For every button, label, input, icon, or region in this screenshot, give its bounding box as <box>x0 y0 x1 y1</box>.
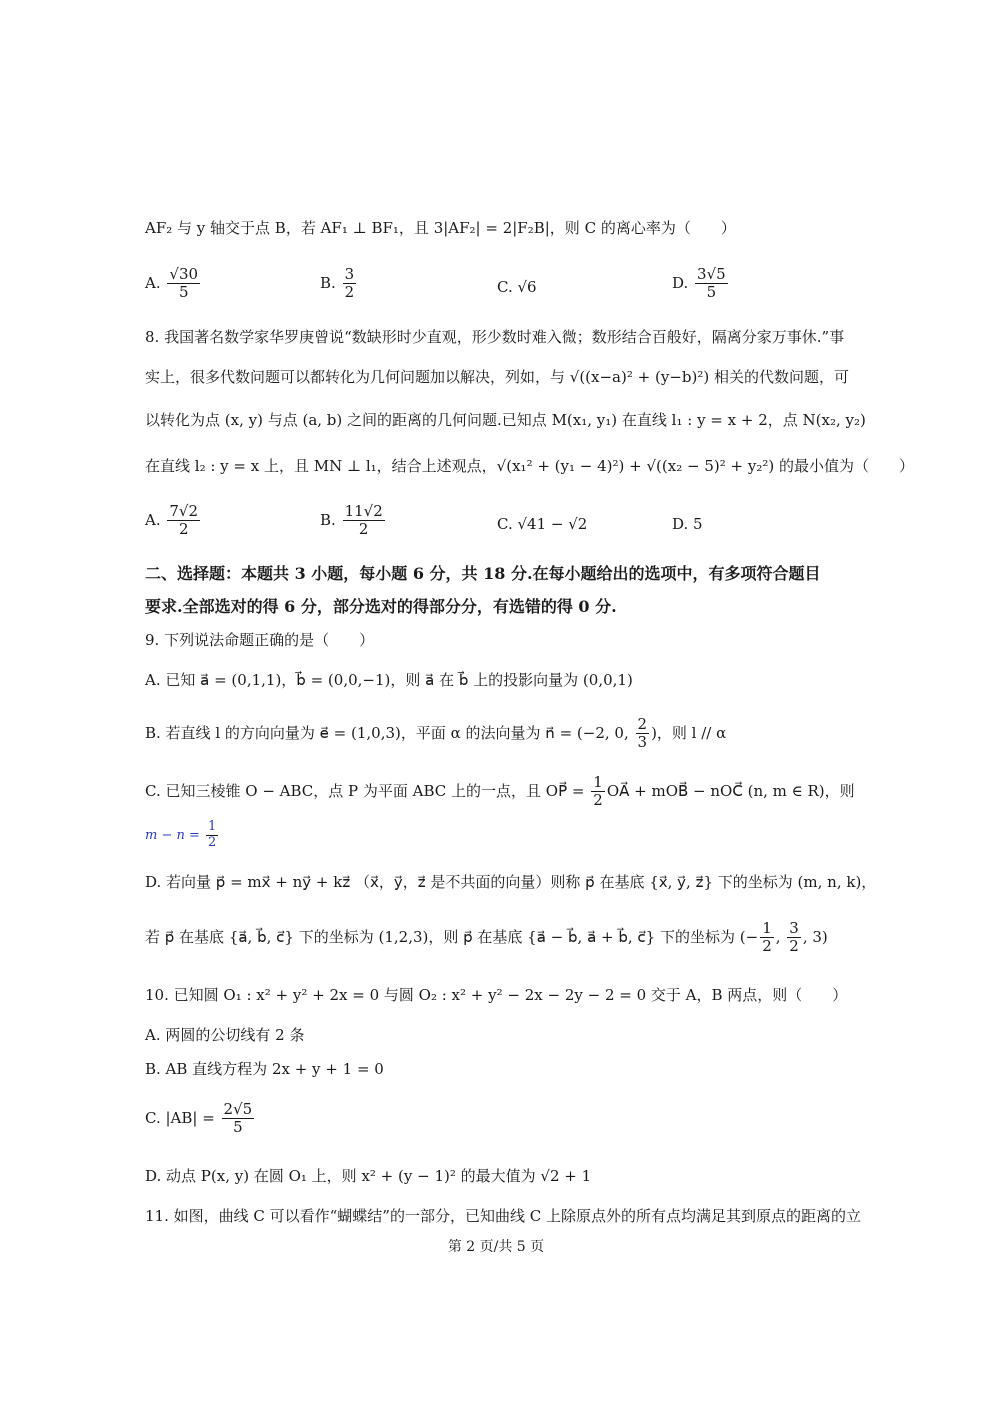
q8-option-b: B. $\frac{11√2}{2}$ <box>320 502 383 539</box>
fraction: $\frac{3}{2}$ <box>789 919 799 956</box>
q7-options <box>145 266 845 306</box>
section-2-line-1: 二、选择题：本题共 3 小题，每小题 6 分，共 18 分.在每小题给出的选项中，有多项符合题目 <box>145 564 821 583</box>
q9-option-b: B. 若直线 l 的方向向量为 e⃗ = (1,0,3)，平面 α 的法向量为 n⃗ = (−2, 0, $\frac{2}{3}$ )，则 l // α <box>145 715 727 752</box>
q8-option-c: C. √41 − √2 <box>497 515 588 533</box>
q7-option-b: B. $\frac{3}{2}$ <box>320 265 355 302</box>
q7-option-a: A. $\frac{√30}{5}$ <box>145 265 199 302</box>
q8-line-1: 8. 我国著名数学家华罗庚曾说“数缺形时少直观，形少数时难入微；数形结合百般好，隔离分家万事休.”事 <box>145 328 845 346</box>
q8-options <box>145 503 845 543</box>
fraction: $\frac{2√5}{5}$ <box>223 1100 253 1137</box>
q8-option-a: A. $\frac{7√2}{2}$ <box>145 502 199 539</box>
fraction: $\frac{3√5}{5}$ <box>697 265 726 302</box>
q9-option-a: A. 已知 a⃗ = (0,1,1)，b⃗ = (0,0,−1)，则 a⃗ 在 b⃗ 上的投影向量为 (0,0,1) <box>145 671 633 689</box>
fraction: $\frac{1}{2}$ <box>208 819 217 850</box>
q7-option-c: C. √6 <box>497 278 537 296</box>
q9-option-d-line-1: D. 若向量 p⃗ = mx⃗ + ny⃗ + kz⃗ （x⃗，y⃗，z⃗ 是不共面的向量）则称 p⃗ 在基底 {x⃗, y⃗, z⃗} 下的坐标为 (m, n, k)， <box>145 873 877 891</box>
q7-tail: AF₂ 与 y 轴交于点 B，若 AF₁ ⊥ BF₁，且 3|AF₂| = 2|F₂B|，则 C 的离心率为（ ） <box>145 219 736 237</box>
section-2-line-2: 要求.全部选对的得 6 分，部分选对的得部分分，有选错的得 0 分. <box>145 597 617 616</box>
q8-line-2: 实上，很多代数问题可以都转化为几何问题加以解决，列如，与 √((x−a)² + (y−b)²) 相关的代数问题，可 <box>145 368 849 386</box>
q10-option-c: C. |AB| = $\frac{2√5}{5}$ <box>145 1100 253 1137</box>
q10-option-b: B. AB 直线方程为 2x + y + 1 = 0 <box>145 1060 384 1078</box>
fraction: $\frac{11√2}{2}$ <box>344 502 383 539</box>
fraction: $\frac{1}{2}$ <box>593 773 603 810</box>
fraction: $\frac{2}{3}$ <box>637 715 648 752</box>
q8-line-4: 在直线 l₂ : y = x 上，且 MN ⊥ l₁，结合上述观点，√(x₁² + (y₁ − 4)²) + √((x₂ − 5)² + y₂²) 的最小值为（ ） <box>145 457 914 475</box>
q8-line-3: 以转化为点 (x, y) 与点 (a, b) 之间的距离的几何问题.已知点 M(x₁, y₁) 在直线 l₁ : y = x + 2，点 N(x₂, y₂) <box>145 411 866 429</box>
fraction: $\frac{3}{2}$ <box>344 265 355 302</box>
q9-option-d-line-2: 若 p⃗ 在基底 {a⃗, b⃗, c⃗} 下的坐标为 (1,2,3)，则 p⃗ 在基底 {a⃗ − b⃗, a⃗ + b⃗, c⃗} 下的坐标为 (− $\frac{1}{2}$ , $\frac{3}{2}$ , 3) <box>145 919 828 956</box>
page-footer: 第 2 页/共 5 页 <box>447 1239 545 1255</box>
q8-option-d: D. 5 <box>672 515 703 533</box>
q9-option-c: C. 已知三棱锥 O − ABC，点 P 为平面 ABC 上的一点，且 OP⃗ = $\frac{1}{2}$ OA⃗ + mOB⃗ − nOC⃗ (n, m ∈ R)，则 <box>145 773 855 810</box>
fraction: $\frac{7√2}{2}$ <box>169 502 199 539</box>
q9-option-c-cont: m − n = $\frac{1}{2}$ <box>145 819 217 850</box>
q11-stem: 11. 如图，曲线 C 可以看作“蝴蝶结”的一部分，已知曲线 C 上除原点外的所有点均满足其到原点的距离的立 <box>145 1207 861 1225</box>
fraction: $\frac{√30}{5}$ <box>169 265 199 302</box>
q10-option-a: A. 两圆的公切线有 2 条 <box>145 1026 305 1044</box>
q10-stem: 10. 已知圆 O₁ : x² + y² + 2x = 0 与圆 O₂ : x² + y² − 2x − 2y − 2 = 0 交于 A，B 两点，则（ ） <box>145 986 848 1004</box>
q9-stem: 9. 下列说法命题正确的是（ ） <box>145 631 375 649</box>
q10-option-d: D. 动点 P(x, y) 在圆 O₁ 上，则 x² + (y − 1)² 的最大值为 √2 + 1 <box>145 1167 592 1185</box>
q7-option-d: D. $\frac{3√5}{5}$ <box>672 265 726 302</box>
fraction: $\frac{1}{2}$ <box>762 919 772 956</box>
